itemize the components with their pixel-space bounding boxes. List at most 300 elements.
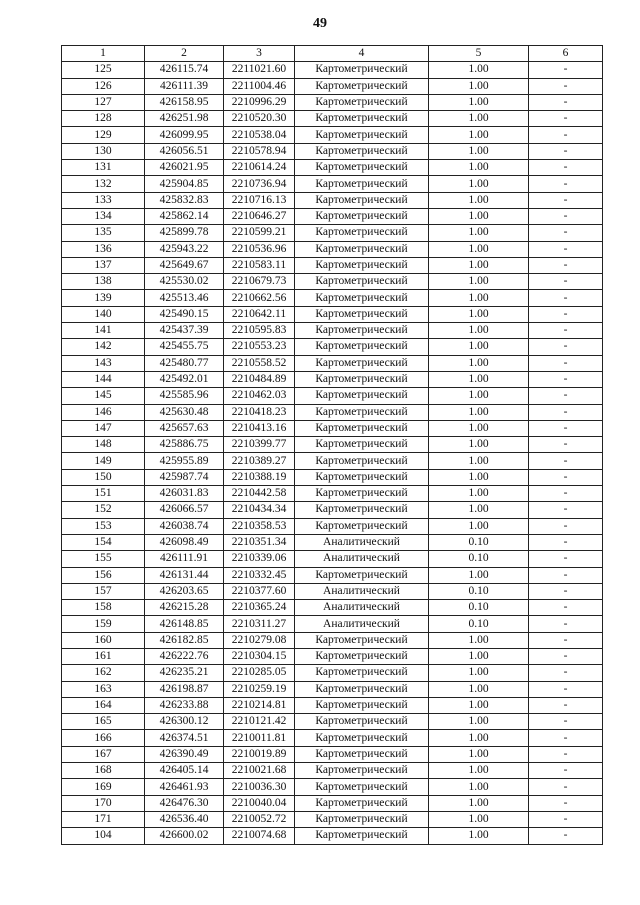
method-cell: Картометрический [295, 486, 429, 502]
note-cell: - [529, 730, 603, 746]
table-row [62, 192, 603, 208]
method-cell: Картометрический [295, 371, 429, 387]
method-cell: Картометрический [295, 730, 429, 746]
table-row [62, 828, 603, 844]
accuracy-cell: 1.00 [429, 437, 529, 453]
coordinate-x-cell: 426115.74 [145, 62, 224, 78]
coordinate-x-cell: 426099.95 [145, 127, 224, 143]
note-cell: - [529, 534, 603, 550]
point-number-cell: 126 [62, 78, 145, 94]
accuracy-cell: 0.10 [429, 583, 529, 599]
coordinate-x-cell: 425480.77 [145, 355, 224, 371]
column-header-6: 6 [529, 46, 603, 62]
coordinate-y-cell: 2210583.11 [224, 257, 295, 273]
note-cell: - [529, 127, 603, 143]
table-row [62, 486, 603, 502]
method-cell: Аналитический [295, 534, 429, 550]
coordinate-y-cell: 2210214.81 [224, 697, 295, 713]
coordinate-x-cell: 426131.44 [145, 567, 224, 583]
method-cell: Картометрический [295, 697, 429, 713]
table-row [62, 323, 603, 339]
point-number-cell: 171 [62, 811, 145, 827]
point-number-cell: 159 [62, 616, 145, 632]
note-cell: - [529, 518, 603, 534]
coordinate-x-cell: 426031.83 [145, 486, 224, 502]
coordinate-y-cell: 2210304.15 [224, 648, 295, 664]
note-cell: - [529, 94, 603, 110]
point-number-cell: 131 [62, 160, 145, 176]
method-cell: Картометрический [295, 192, 429, 208]
method-cell: Картометрический [295, 795, 429, 811]
coordinate-y-cell: 2210442.58 [224, 486, 295, 502]
note-cell: - [529, 355, 603, 371]
method-cell: Картометрический [295, 274, 429, 290]
point-number-cell: 149 [62, 453, 145, 469]
coordinate-x-cell: 426251.98 [145, 111, 224, 127]
accuracy-cell: 1.00 [429, 681, 529, 697]
coordinate-x-cell: 425987.74 [145, 469, 224, 485]
point-number-cell: 128 [62, 111, 145, 127]
coordinate-x-cell: 426300.12 [145, 714, 224, 730]
coordinate-x-cell: 426374.51 [145, 730, 224, 746]
note-cell: - [529, 306, 603, 322]
table-row [62, 355, 603, 371]
note-cell: - [529, 371, 603, 387]
point-number-cell: 153 [62, 518, 145, 534]
coordinate-x-cell: 426066.57 [145, 502, 224, 518]
coordinate-y-cell: 2210332.45 [224, 567, 295, 583]
note-cell: - [529, 192, 603, 208]
note-cell: - [529, 795, 603, 811]
coordinate-y-cell: 2210036.30 [224, 779, 295, 795]
column-header-2: 2 [145, 46, 224, 62]
coordinate-x-cell: 425585.96 [145, 388, 224, 404]
header-row [62, 46, 603, 62]
table-row [62, 225, 603, 241]
point-number-cell: 133 [62, 192, 145, 208]
note-cell: - [529, 290, 603, 306]
note-cell: - [529, 551, 603, 567]
point-number-cell: 158 [62, 600, 145, 616]
method-cell: Картометрический [295, 176, 429, 192]
point-number-cell: 134 [62, 208, 145, 224]
coordinate-x-cell: 426021.95 [145, 160, 224, 176]
coordinate-y-cell: 2210434.34 [224, 502, 295, 518]
coordinate-y-cell: 2210462.03 [224, 388, 295, 404]
coordinate-x-cell: 426235.21 [145, 665, 224, 681]
coordinate-y-cell: 2210040.04 [224, 795, 295, 811]
coordinate-x-cell: 426111.39 [145, 78, 224, 94]
table-row [62, 208, 603, 224]
table-row [62, 600, 603, 616]
method-cell: Картометрический [295, 502, 429, 518]
accuracy-cell: 1.00 [429, 208, 529, 224]
coordinate-y-cell: 2210484.89 [224, 371, 295, 387]
coordinate-y-cell: 2210662.56 [224, 290, 295, 306]
coordinate-x-cell: 426600.02 [145, 828, 224, 844]
accuracy-cell: 1.00 [429, 290, 529, 306]
method-cell: Картометрический [295, 225, 429, 241]
accuracy-cell: 1.00 [429, 111, 529, 127]
point-number-cell: 155 [62, 551, 145, 567]
point-number-cell: 140 [62, 306, 145, 322]
accuracy-cell: 1.00 [429, 225, 529, 241]
point-number-cell: 154 [62, 534, 145, 550]
note-cell: - [529, 176, 603, 192]
note-cell: - [529, 339, 603, 355]
coordinate-y-cell: 2210011.81 [224, 730, 295, 746]
coordinate-y-cell: 2210279.08 [224, 632, 295, 648]
method-cell: Картометрический [295, 208, 429, 224]
coordinate-y-cell: 2210520.30 [224, 111, 295, 127]
table-row [62, 779, 603, 795]
table-row [62, 371, 603, 387]
point-number-cell: 157 [62, 583, 145, 599]
table-row [62, 746, 603, 762]
table-row [62, 111, 603, 127]
point-number-cell: 165 [62, 714, 145, 730]
accuracy-cell: 1.00 [429, 665, 529, 681]
coordinate-x-cell: 425886.75 [145, 437, 224, 453]
point-number-cell: 132 [62, 176, 145, 192]
coordinate-x-cell: 425832.83 [145, 192, 224, 208]
coordinate-x-cell: 425455.75 [145, 339, 224, 355]
table-row [62, 665, 603, 681]
point-number-cell: 145 [62, 388, 145, 404]
coordinate-y-cell: 2210996.29 [224, 94, 295, 110]
accuracy-cell: 1.00 [429, 274, 529, 290]
accuracy-cell: 1.00 [429, 94, 529, 110]
coordinate-y-cell: 2210413.16 [224, 420, 295, 436]
table-row [62, 502, 603, 518]
coordinate-y-cell: 2211004.46 [224, 78, 295, 94]
table-row [62, 94, 603, 110]
coordinate-x-cell: 426148.85 [145, 616, 224, 632]
method-cell: Аналитический [295, 616, 429, 632]
accuracy-cell: 1.00 [429, 62, 529, 78]
method-cell: Картометрический [295, 632, 429, 648]
table-row [62, 274, 603, 290]
table-row [62, 681, 603, 697]
table-row [62, 257, 603, 273]
coordinate-x-cell: 426215.28 [145, 600, 224, 616]
point-number-cell: 146 [62, 404, 145, 420]
coordinate-x-cell: 426182.85 [145, 632, 224, 648]
accuracy-cell: 1.00 [429, 78, 529, 94]
note-cell: - [529, 583, 603, 599]
note-cell: - [529, 828, 603, 844]
note-cell: - [529, 420, 603, 436]
note-cell: - [529, 811, 603, 827]
coordinate-y-cell: 2210377.60 [224, 583, 295, 599]
coordinate-x-cell: 425862.14 [145, 208, 224, 224]
coordinate-x-cell: 426461.93 [145, 779, 224, 795]
note-cell: - [529, 746, 603, 762]
coordinate-y-cell: 2210578.94 [224, 143, 295, 159]
table-row [62, 160, 603, 176]
point-number-cell: 142 [62, 339, 145, 355]
note-cell: - [529, 632, 603, 648]
coordinate-x-cell: 425943.22 [145, 241, 224, 257]
table-row [62, 453, 603, 469]
table-row [62, 62, 603, 78]
table-row [62, 339, 603, 355]
coordinate-y-cell: 2211021.60 [224, 62, 295, 78]
coordinate-y-cell: 2210679.73 [224, 274, 295, 290]
method-cell: Картометрический [295, 388, 429, 404]
accuracy-cell: 1.00 [429, 371, 529, 387]
coordinate-x-cell: 425530.02 [145, 274, 224, 290]
coordinate-x-cell: 426203.65 [145, 583, 224, 599]
method-cell: Аналитический [295, 551, 429, 567]
accuracy-cell: 1.00 [429, 469, 529, 485]
accuracy-cell: 1.00 [429, 502, 529, 518]
method-cell: Картометрический [295, 78, 429, 94]
table-row [62, 78, 603, 94]
coordinate-x-cell: 425657.63 [145, 420, 224, 436]
coordinate-x-cell: 426038.74 [145, 518, 224, 534]
coordinate-y-cell: 2210553.23 [224, 339, 295, 355]
coordinate-x-cell: 426222.76 [145, 648, 224, 664]
accuracy-cell: 0.10 [429, 600, 529, 616]
accuracy-cell: 1.00 [429, 697, 529, 713]
point-number-cell: 125 [62, 62, 145, 78]
method-cell: Картометрический [295, 746, 429, 762]
point-number-cell: 168 [62, 763, 145, 779]
column-header-5: 5 [429, 46, 529, 62]
coordinate-x-cell: 425490.15 [145, 306, 224, 322]
coordinate-y-cell: 2210351.34 [224, 534, 295, 550]
table-row [62, 567, 603, 583]
note-cell: - [529, 681, 603, 697]
accuracy-cell: 1.00 [429, 420, 529, 436]
accuracy-cell: 1.00 [429, 567, 529, 583]
table-row [62, 518, 603, 534]
accuracy-cell: 1.00 [429, 241, 529, 257]
method-cell: Аналитический [295, 583, 429, 599]
coordinates-table [61, 45, 603, 845]
table-row [62, 420, 603, 436]
coordinate-y-cell: 2210311.27 [224, 616, 295, 632]
coordinate-x-cell: 426405.14 [145, 763, 224, 779]
coordinate-x-cell: 426198.87 [145, 681, 224, 697]
coordinate-x-cell: 425630.48 [145, 404, 224, 420]
coordinate-x-cell: 426476.30 [145, 795, 224, 811]
method-cell: Картометрический [295, 404, 429, 420]
table-row [62, 437, 603, 453]
coordinate-y-cell: 2210399.77 [224, 437, 295, 453]
method-cell: Картометрический [295, 665, 429, 681]
accuracy-cell: 1.00 [429, 795, 529, 811]
coordinate-x-cell: 426111.91 [145, 551, 224, 567]
table-row [62, 551, 603, 567]
note-cell: - [529, 502, 603, 518]
coordinate-y-cell: 2210736.94 [224, 176, 295, 192]
method-cell: Картометрический [295, 241, 429, 257]
accuracy-cell: 1.00 [429, 828, 529, 844]
coordinate-y-cell: 2210019.89 [224, 746, 295, 762]
note-cell: - [529, 323, 603, 339]
table-row [62, 143, 603, 159]
method-cell: Картометрический [295, 469, 429, 485]
coordinate-x-cell: 426233.88 [145, 697, 224, 713]
coordinate-x-cell: 425649.67 [145, 257, 224, 273]
accuracy-cell: 0.10 [429, 616, 529, 632]
accuracy-cell: 1.00 [429, 257, 529, 273]
point-number-cell: 163 [62, 681, 145, 697]
method-cell: Картометрический [295, 420, 429, 436]
coordinate-y-cell: 2210538.04 [224, 127, 295, 143]
accuracy-cell: 1.00 [429, 763, 529, 779]
point-number-cell: 167 [62, 746, 145, 762]
accuracy-cell: 1.00 [429, 339, 529, 355]
accuracy-cell: 1.00 [429, 160, 529, 176]
coordinate-y-cell: 2210259.19 [224, 681, 295, 697]
method-cell: Картометрический [295, 828, 429, 844]
accuracy-cell: 1.00 [429, 323, 529, 339]
coordinate-y-cell: 2210642.11 [224, 306, 295, 322]
note-cell: - [529, 486, 603, 502]
table-row [62, 176, 603, 192]
table-row [62, 290, 603, 306]
accuracy-cell: 1.00 [429, 143, 529, 159]
coordinate-y-cell: 2210646.27 [224, 208, 295, 224]
table-row [62, 714, 603, 730]
point-number-cell: 104 [62, 828, 145, 844]
method-cell: Картометрический [295, 127, 429, 143]
coordinate-x-cell: 426536.40 [145, 811, 224, 827]
note-cell: - [529, 665, 603, 681]
note-cell: - [529, 257, 603, 273]
coordinate-y-cell: 2210389.27 [224, 453, 295, 469]
coordinate-y-cell: 2210599.21 [224, 225, 295, 241]
method-cell: Картометрический [295, 143, 429, 159]
column-header-3: 3 [224, 46, 295, 62]
point-number-cell: 151 [62, 486, 145, 502]
table-row [62, 241, 603, 257]
accuracy-cell: 0.10 [429, 534, 529, 550]
accuracy-cell: 1.00 [429, 388, 529, 404]
note-cell: - [529, 616, 603, 632]
point-number-cell: 147 [62, 420, 145, 436]
coordinate-y-cell: 2210052.72 [224, 811, 295, 827]
accuracy-cell: 1.00 [429, 746, 529, 762]
point-number-cell: 139 [62, 290, 145, 306]
coordinate-x-cell: 426390.49 [145, 746, 224, 762]
table-row [62, 306, 603, 322]
note-cell: - [529, 208, 603, 224]
coordinate-y-cell: 2210339.06 [224, 551, 295, 567]
method-cell: Аналитический [295, 600, 429, 616]
coordinate-x-cell: 425899.78 [145, 225, 224, 241]
accuracy-cell: 1.00 [429, 779, 529, 795]
accuracy-cell: 1.00 [429, 127, 529, 143]
table-row [62, 795, 603, 811]
method-cell: Картометрический [295, 648, 429, 664]
note-cell: - [529, 111, 603, 127]
method-cell: Картометрический [295, 160, 429, 176]
note-cell: - [529, 763, 603, 779]
accuracy-cell: 1.00 [429, 355, 529, 371]
method-cell: Картометрический [295, 714, 429, 730]
point-number-cell: 162 [62, 665, 145, 681]
accuracy-cell: 1.00 [429, 811, 529, 827]
note-cell: - [529, 469, 603, 485]
method-cell: Картометрический [295, 290, 429, 306]
point-number-cell: 152 [62, 502, 145, 518]
accuracy-cell: 1.00 [429, 453, 529, 469]
coordinate-x-cell: 425513.46 [145, 290, 224, 306]
point-number-cell: 137 [62, 257, 145, 273]
method-cell: Картометрический [295, 111, 429, 127]
method-cell: Картометрический [295, 257, 429, 273]
coordinate-x-cell: 425437.39 [145, 323, 224, 339]
point-number-cell: 160 [62, 632, 145, 648]
note-cell: - [529, 648, 603, 664]
coordinate-x-cell: 426098.49 [145, 534, 224, 550]
note-cell: - [529, 274, 603, 290]
table-row [62, 648, 603, 664]
method-cell: Картометрический [295, 518, 429, 534]
method-cell: Картометрический [295, 306, 429, 322]
coordinate-y-cell: 2210285.05 [224, 665, 295, 681]
method-cell: Картометрический [295, 355, 429, 371]
method-cell: Картометрический [295, 437, 429, 453]
point-number-cell: 150 [62, 469, 145, 485]
coordinate-y-cell: 2210074.68 [224, 828, 295, 844]
table-row [62, 697, 603, 713]
note-cell: - [529, 225, 603, 241]
note-cell: - [529, 388, 603, 404]
method-cell: Картометрический [295, 94, 429, 110]
point-number-cell: 141 [62, 323, 145, 339]
coordinate-x-cell: 425492.01 [145, 371, 224, 387]
accuracy-cell: 1.00 [429, 648, 529, 664]
page-number: 49 [313, 16, 327, 31]
point-number-cell: 161 [62, 648, 145, 664]
note-cell: - [529, 714, 603, 730]
method-cell: Картометрический [295, 339, 429, 355]
accuracy-cell: 1.00 [429, 404, 529, 420]
accuracy-cell: 1.00 [429, 714, 529, 730]
note-cell: - [529, 567, 603, 583]
point-number-cell: 170 [62, 795, 145, 811]
coordinate-x-cell: 426158.95 [145, 94, 224, 110]
note-cell: - [529, 600, 603, 616]
note-cell: - [529, 62, 603, 78]
method-cell: Картометрический [295, 567, 429, 583]
method-cell: Картометрический [295, 763, 429, 779]
coordinate-y-cell: 2210716.13 [224, 192, 295, 208]
table-row [62, 616, 603, 632]
table-row [62, 632, 603, 648]
note-cell: - [529, 404, 603, 420]
accuracy-cell: 1.00 [429, 730, 529, 746]
accuracy-cell: 1.00 [429, 306, 529, 322]
table-row [62, 127, 603, 143]
coordinate-y-cell: 2210388.19 [224, 469, 295, 485]
coordinate-y-cell: 2210536.96 [224, 241, 295, 257]
point-number-cell: 138 [62, 274, 145, 290]
coordinate-y-cell: 2210121.42 [224, 714, 295, 730]
accuracy-cell: 1.00 [429, 486, 529, 502]
point-number-cell: 135 [62, 225, 145, 241]
point-number-cell: 164 [62, 697, 145, 713]
accuracy-cell: 0.10 [429, 551, 529, 567]
point-number-cell: 148 [62, 437, 145, 453]
table-body [62, 62, 603, 844]
method-cell: Картометрический [295, 779, 429, 795]
